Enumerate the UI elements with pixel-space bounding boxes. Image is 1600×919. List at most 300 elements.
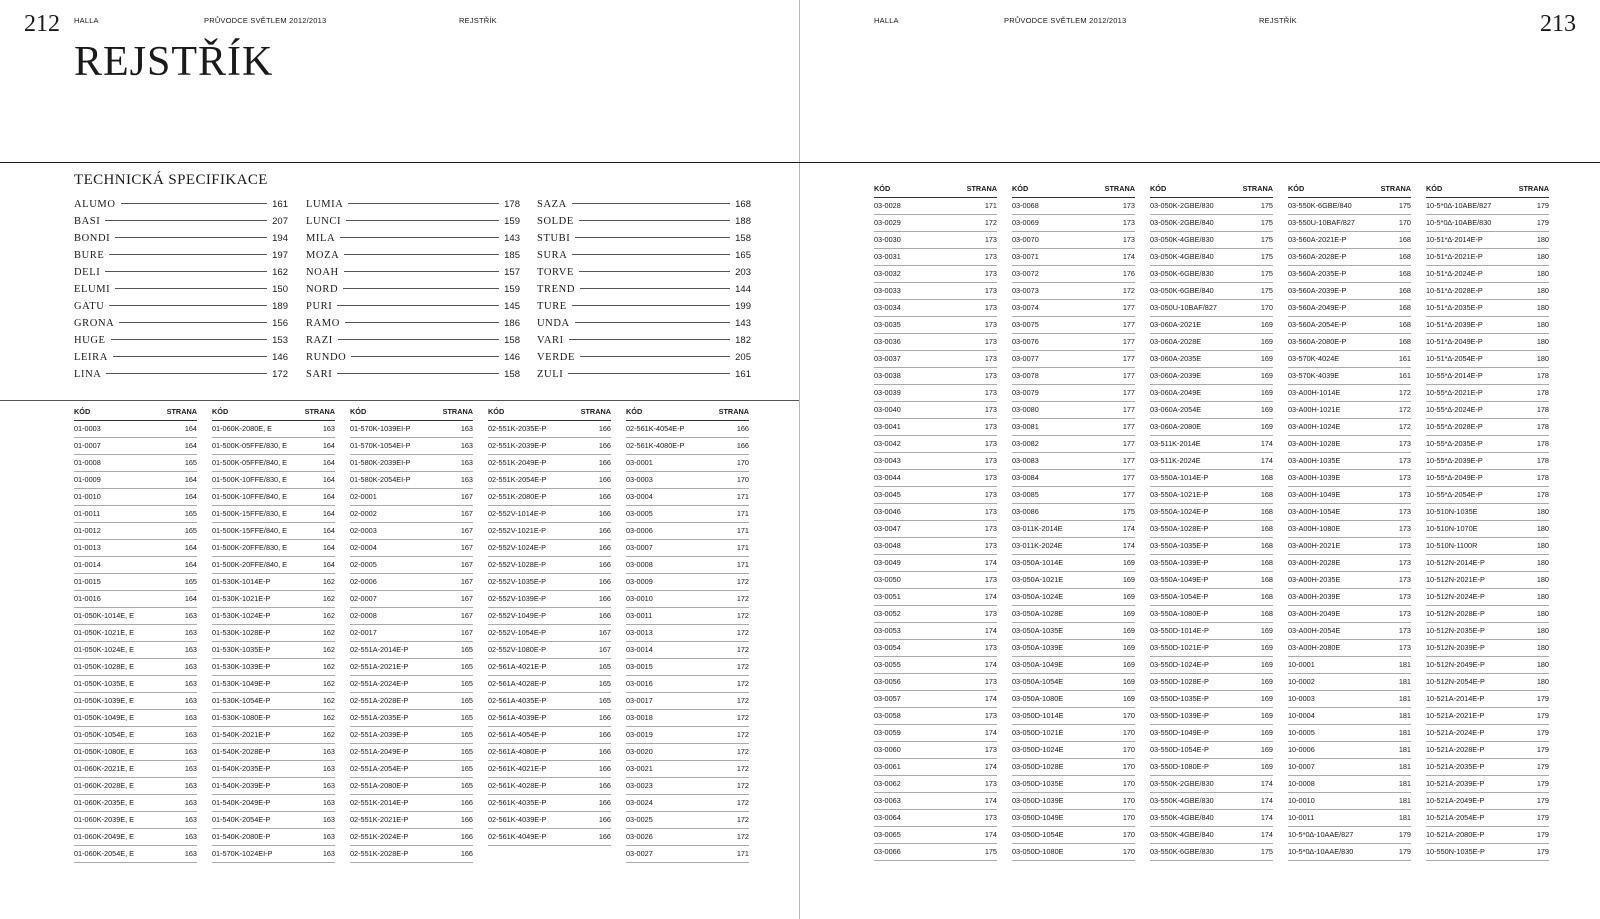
table-row (212, 557, 335, 574)
product-code: 03-0038 (874, 371, 901, 380)
product-code: 10-51*∆-2049E-P (1426, 337, 1483, 346)
page-ref: 169 (1260, 762, 1273, 771)
page-ref: 164 (184, 441, 197, 450)
page-ref: 173 (1398, 575, 1411, 584)
product-code: 03-560A-2035E-P (1288, 269, 1347, 278)
page-ref: 163 (322, 764, 335, 773)
product-code: 03-0019 (626, 730, 653, 739)
table-row (1288, 266, 1411, 283)
table-row (1012, 657, 1135, 674)
product-code: 10-521A-2080E-P (1426, 830, 1485, 839)
table-row (1426, 419, 1549, 436)
product-code: 10-55*∆-2014E-P (1426, 371, 1483, 380)
table-row (350, 761, 473, 778)
table-row (1150, 640, 1273, 657)
page-ref: 162 (322, 577, 335, 586)
column-header (1150, 180, 1273, 198)
table-row (1426, 215, 1549, 232)
column-header (488, 403, 611, 421)
spec-name: BASI (74, 216, 101, 227)
page-ref: 177 (1122, 473, 1135, 482)
table-row (1150, 555, 1273, 572)
product-code: 10-55*∆-2039E-P (1426, 456, 1483, 465)
leader-line (337, 305, 499, 306)
spec-name: TURE (537, 301, 567, 312)
table-row (626, 727, 749, 744)
table-row (1426, 300, 1549, 317)
page-ref: 168 (1260, 541, 1273, 550)
spec-page: 188 (735, 216, 751, 227)
table-row (874, 487, 997, 504)
page-ref: 173 (1398, 643, 1411, 652)
product-code: 01-570K-1024EI-P (212, 849, 273, 858)
table-row (1150, 776, 1273, 793)
product-code: 03-050K-2GBE/830 (1150, 201, 1214, 210)
spec-name: ELUMI (74, 284, 111, 295)
page-ref: 173 (984, 507, 997, 516)
page-ref: 166 (598, 441, 611, 450)
page-ref: 177 (1122, 456, 1135, 465)
index-column (74, 403, 197, 863)
table-row (1012, 215, 1135, 232)
spec-entry (537, 352, 751, 369)
page-ref: 161 (1398, 371, 1411, 380)
page-ref: 177 (1122, 490, 1135, 499)
header-brand-left: HALLA (74, 16, 99, 25)
table-row (1012, 487, 1135, 504)
product-code: 01-540K-2021E-P (212, 730, 271, 739)
page-ref: 171 (736, 492, 749, 501)
table-row (350, 540, 473, 557)
page-ref: 174 (984, 796, 997, 805)
product-code: 01-500K-05FFE/840, E (212, 458, 288, 467)
page-ref: 173 (1398, 609, 1411, 618)
product-code: 03-550A-1039E-P (1150, 558, 1209, 567)
page-ref: 169 (1260, 388, 1273, 397)
product-code: 03-050A-1021E (1012, 575, 1064, 584)
page-ref: 169 (1260, 371, 1273, 380)
page-ref: 166 (598, 815, 611, 824)
page-ref: 169 (1260, 626, 1273, 635)
product-code: 03-050D-1080E (1012, 847, 1064, 856)
page-ref: 170 (736, 475, 749, 484)
table-row (1150, 283, 1273, 300)
table-row (1288, 470, 1411, 487)
product-code: 10-0008 (1288, 779, 1315, 788)
product-code: 03-050A-1024E (1012, 592, 1064, 601)
table-row (212, 795, 335, 812)
column-header (1426, 180, 1549, 198)
product-code: 02-551K-2039E-P (488, 441, 547, 450)
table-row (74, 489, 197, 506)
table-row (1288, 759, 1411, 776)
product-code: 03-560A-2049E-P (1288, 303, 1347, 312)
product-code: 02-551A-2080E-P (350, 781, 409, 790)
table-row (1288, 844, 1411, 861)
table-row (1426, 470, 1549, 487)
page-ref: 169 (1260, 694, 1273, 703)
table-row (1426, 436, 1549, 453)
product-code: 03-0069 (1012, 218, 1039, 227)
table-row (212, 540, 335, 557)
product-code: 03-050K-6GBE/840 (1150, 286, 1214, 295)
page-ref: 164 (184, 475, 197, 484)
product-code: 10-512N-2024E-P (1426, 592, 1485, 601)
table-row (1012, 368, 1135, 385)
page-ref: 171 (736, 543, 749, 552)
table-row (488, 455, 611, 472)
product-code: 02-551K-2021E-P (350, 815, 409, 824)
page-ref: 169 (1260, 711, 1273, 720)
product-code: 03-0041 (874, 422, 901, 431)
page-ref: 169 (1260, 728, 1273, 737)
table-row (350, 591, 473, 608)
table-row (1288, 317, 1411, 334)
spec-name: VERDE (537, 352, 575, 363)
page-ref: 181 (1398, 694, 1411, 703)
page-ref: 168 (1398, 286, 1411, 295)
page-ref: 179 (1536, 762, 1549, 771)
page-ref: 163 (322, 832, 335, 841)
page-ref: 166 (598, 798, 611, 807)
table-row (1288, 657, 1411, 674)
page-ref: 161 (1398, 354, 1411, 363)
product-code: 03-A00H-1021E (1288, 405, 1341, 414)
index-column (874, 180, 997, 861)
page-ref: 180 (1536, 558, 1549, 567)
product-code: 02-0003 (350, 526, 377, 535)
product-code: 03-050A-1080E (1012, 694, 1064, 703)
table-divider-line (0, 400, 799, 401)
page-ref: 173 (1122, 235, 1135, 244)
product-code: 03-060A-2049E (1150, 388, 1202, 397)
product-code: 03-A00H-1080E (1288, 524, 1341, 533)
page-ref: 166 (598, 713, 611, 722)
page-ref: 178 (1536, 371, 1549, 380)
product-code: 03-0021 (626, 764, 653, 773)
page-ref: 165 (184, 526, 197, 535)
product-code: 03-550D-1080E-P (1150, 762, 1209, 771)
page-ref: 168 (1398, 303, 1411, 312)
table-row (212, 846, 335, 863)
table-row (1288, 827, 1411, 844)
table-row (350, 421, 473, 438)
page-ref: 179 (1536, 728, 1549, 737)
product-code: 02-551A-2039E-P (350, 730, 409, 739)
product-code: 02-551K-2024E-P (350, 832, 409, 841)
product-code: 03-0055 (874, 660, 901, 669)
product-code: 03-050D-1035E (1012, 779, 1064, 788)
page-ref: 177 (1122, 439, 1135, 448)
product-code: 01-0008 (74, 458, 101, 467)
table-row (488, 421, 611, 438)
product-code: 01-060K-2021E, E (74, 764, 135, 773)
product-code: 01-060K-2028E, E (74, 781, 135, 790)
page-ref: 174 (984, 660, 997, 669)
leader-line (346, 220, 499, 221)
product-code: 03-0060 (874, 745, 901, 754)
page-ref: 173 (984, 813, 997, 822)
table-row (874, 368, 997, 385)
product-code: 03-A00H-2021E (1288, 541, 1341, 550)
table-row (1288, 232, 1411, 249)
spec-entry (74, 352, 288, 369)
page-ref: 171 (984, 201, 997, 210)
spec-page: 182 (735, 335, 751, 346)
product-code: 03-550K-2GBE/830 (1150, 779, 1214, 788)
page-ref: 174 (1122, 252, 1135, 261)
page-ref: 180 (1536, 320, 1549, 329)
table-row (1288, 742, 1411, 759)
page-ref: 162 (322, 662, 335, 671)
table-row (350, 506, 473, 523)
table-row (626, 642, 749, 659)
product-code: 01-050K-1035E, E (74, 679, 135, 688)
page-ref: 172 (736, 798, 749, 807)
table-row (350, 676, 473, 693)
product-code: 03-511K-2014E (1150, 439, 1201, 448)
page-ref: 172 (736, 815, 749, 824)
page-ref: 166 (598, 509, 611, 518)
table-row (874, 691, 997, 708)
product-code: 01-530K-1039E-P (212, 662, 271, 671)
table-row (1012, 538, 1135, 555)
product-code: 03-0052 (874, 609, 901, 618)
page-ref: 163 (184, 781, 197, 790)
product-code: 02-561K-4080E-P (626, 441, 685, 450)
page-ref: 167 (460, 543, 473, 552)
page-ref: 173 (984, 286, 997, 295)
section-title: TECHNICKÁ SPECIFIKACE (74, 172, 268, 188)
product-code: 01-0010 (74, 492, 101, 501)
page-ref: 178 (1536, 490, 1549, 499)
page-ref: 172 (736, 730, 749, 739)
page-ref: 166 (598, 475, 611, 484)
table-row (626, 710, 749, 727)
spec-name: LUNCI (306, 216, 342, 227)
table-row (1426, 351, 1549, 368)
page-ref: 177 (1122, 320, 1135, 329)
table-row (1150, 657, 1273, 674)
table-row (1150, 436, 1273, 453)
product-code: 02-561A-4039E-P (488, 713, 547, 722)
table-row (350, 625, 473, 642)
table-row (874, 436, 997, 453)
page-ref: 163 (322, 815, 335, 824)
product-code: 03-0014 (626, 645, 653, 654)
table-row (1012, 317, 1135, 334)
table-row (1150, 317, 1273, 334)
leader-line (340, 237, 499, 238)
table-row (212, 421, 335, 438)
product-code: 03-0085 (1012, 490, 1039, 499)
product-code: 03-060A-2039E (1150, 371, 1202, 380)
table-row (74, 642, 197, 659)
product-code: 03-550K-4GBE/840 (1150, 813, 1214, 822)
product-code: 03-A00H-1049E (1288, 490, 1341, 499)
table-row (1012, 521, 1135, 538)
table-row (1288, 623, 1411, 640)
spec-entry (74, 369, 288, 386)
page-ref: 178 (1536, 456, 1549, 465)
product-code: 10-55*∆-2035E-P (1426, 439, 1483, 448)
product-code: 10-0003 (1288, 694, 1315, 703)
header-page: STRANA (1380, 184, 1411, 193)
header-code: KÓD (212, 407, 229, 416)
table-row (488, 506, 611, 523)
page-ref: 164 (322, 492, 335, 501)
page-ref: 167 (460, 526, 473, 535)
product-code: 01-0015 (74, 577, 101, 586)
product-code: 03-560A-2054E-P (1288, 320, 1347, 329)
header-code: KÓD (1012, 184, 1029, 193)
page-ref: 165 (460, 747, 473, 756)
product-code: 10-5*0∆-10ABE/827 (1426, 201, 1492, 210)
table-row (74, 455, 197, 472)
table-row (626, 829, 749, 846)
page-ref: 179 (1536, 745, 1549, 754)
table-row (626, 472, 749, 489)
column-header (74, 403, 197, 421)
table-row (1288, 351, 1411, 368)
product-code: 03-0005 (626, 509, 653, 518)
page-ref: 165 (460, 713, 473, 722)
spec-name: VARI (537, 335, 564, 346)
table-row (1150, 385, 1273, 402)
page-ref: 174 (984, 626, 997, 635)
product-code: 03-550K-6GBE/830 (1150, 847, 1214, 856)
spec-page: 146 (504, 352, 520, 363)
page-ref: 168 (1398, 235, 1411, 244)
page-ref: 172 (736, 747, 749, 756)
spec-page: 157 (504, 267, 520, 278)
table-row (212, 472, 335, 489)
product-code: 10-521A-2021E-P (1426, 711, 1485, 720)
column-header (1012, 180, 1135, 198)
table-row (626, 574, 749, 591)
table-row (1012, 385, 1135, 402)
product-code: 03-A00H-1028E (1288, 439, 1341, 448)
page-ref: 163 (460, 424, 473, 433)
table-row (874, 606, 997, 623)
product-code: 02-551A-2049E-P (350, 747, 409, 756)
product-code: 01-530K-1024E-P (212, 611, 271, 620)
page-ref: 168 (1260, 490, 1273, 499)
table-row (1426, 538, 1549, 555)
table-row (874, 300, 997, 317)
leader-line (348, 203, 499, 204)
header-page: STRANA (442, 407, 473, 416)
product-code: 10-5*0∆-10AAE/830 (1288, 847, 1354, 856)
spec-name: LINA (74, 369, 102, 380)
product-code: 02-561A-4035E-P (488, 696, 547, 705)
spec-page: 143 (504, 233, 520, 244)
spec-page: 159 (504, 284, 520, 295)
product-code: 03-0047 (874, 524, 901, 533)
page-ref: 166 (460, 815, 473, 824)
table-row (626, 421, 749, 438)
page-ref: 176 (1122, 269, 1135, 278)
table-row (874, 419, 997, 436)
page-ref: 173 (1398, 473, 1411, 482)
page-ref: 173 (984, 643, 997, 652)
spec-name: UNDA (537, 318, 570, 329)
product-code: 03-0003 (626, 475, 653, 484)
product-code: 02-0008 (350, 611, 377, 620)
product-code: 03-0073 (1012, 286, 1039, 295)
page-ref: 174 (1260, 779, 1273, 788)
spec-name: DELI (74, 267, 101, 278)
table-row (1012, 742, 1135, 759)
table-row (874, 827, 997, 844)
product-code: 10-521A-2049E-P (1426, 796, 1485, 805)
table-row (1426, 776, 1549, 793)
table-row (626, 778, 749, 795)
product-code: 03-0020 (626, 747, 653, 756)
page-ref: 167 (460, 611, 473, 620)
page-ref: 175 (1260, 286, 1273, 295)
page-ref: 172 (1122, 286, 1135, 295)
page-ref: 173 (1122, 201, 1135, 210)
table-row (1012, 300, 1135, 317)
product-code: 03-0048 (874, 541, 901, 550)
table-row (350, 523, 473, 540)
table-row (488, 472, 611, 489)
table-row (488, 591, 611, 608)
table-row (1150, 504, 1273, 521)
page-ref: 177 (1122, 405, 1135, 414)
product-code: 03-0015 (626, 662, 653, 671)
table-row (212, 523, 335, 540)
product-code: 03-550A-1049E-P (1150, 575, 1209, 584)
product-code: 03-550A-1080E-P (1150, 609, 1209, 618)
page-ref: 172 (736, 832, 749, 841)
product-code: 01-530K-1080E-P (212, 713, 271, 722)
product-code: 03-050D-1028E (1012, 762, 1064, 771)
product-code: 03-0033 (874, 286, 901, 295)
table-row (874, 385, 997, 402)
page-ref: 172 (1398, 405, 1411, 414)
page-ref: 166 (460, 832, 473, 841)
product-code: 10-51*∆-2024E-P (1426, 269, 1483, 278)
product-code: 02-551K-2014E-P (350, 798, 409, 807)
table-row (1150, 487, 1273, 504)
page-ref: 168 (1260, 575, 1273, 584)
product-code: 01-500K-15FFE/840, E (212, 526, 288, 535)
product-code: 03-0008 (626, 560, 653, 569)
product-code: 03-560A-2028E-P (1288, 252, 1347, 261)
page-ref: 166 (598, 560, 611, 569)
product-code: 10-51*∆-2054E-P (1426, 354, 1483, 363)
product-code: 03-0054 (874, 643, 901, 652)
page-ref: 172 (736, 696, 749, 705)
product-code: 03-050D-1049E (1012, 813, 1064, 822)
table-row (1426, 640, 1549, 657)
table-row (1426, 504, 1549, 521)
spec-page: 186 (504, 318, 520, 329)
product-code: 10-512N-2035E-P (1426, 626, 1485, 635)
table-row (1012, 351, 1135, 368)
page-ref: 169 (1260, 337, 1273, 346)
product-code: 03-0074 (1012, 303, 1039, 312)
table-row (1426, 810, 1549, 827)
leader-line (345, 322, 499, 323)
product-code: 03-0016 (626, 679, 653, 688)
table-row (74, 659, 197, 676)
spec-name: GRONA (74, 318, 115, 329)
product-code: 03-050A-1039E (1012, 643, 1064, 652)
page-ref: 163 (322, 849, 335, 858)
